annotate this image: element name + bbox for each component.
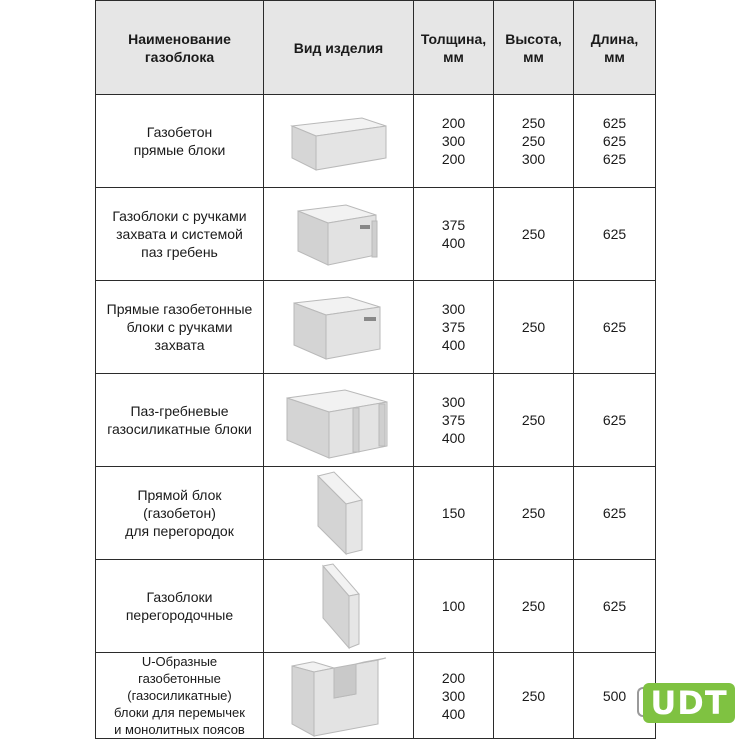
table-row — [96, 281, 656, 374]
row-thickness: 300 375 400 — [414, 281, 494, 374]
row-length: 625 — [574, 467, 656, 560]
table-row — [96, 653, 656, 739]
gas-block-spec-table — [95, 0, 656, 739]
header-view: Вид изделия — [264, 1, 414, 95]
table-row — [96, 374, 656, 467]
row-height: 250 — [494, 188, 574, 281]
header-row — [96, 1, 656, 95]
row-name: Газобетон прямые блоки — [96, 95, 264, 188]
row-thickness: 300 375 400 — [414, 374, 494, 467]
partition-block-image — [264, 467, 414, 560]
row-length: 625 625 625 — [574, 95, 656, 188]
header-height: Высота, мм — [494, 1, 574, 95]
row-thickness: 200 300 200 — [414, 95, 494, 188]
row-name: Паз-гребневые газосиликатные блоки — [96, 374, 264, 467]
tongue-groove-block-image — [264, 374, 414, 467]
row-length: 625 — [574, 374, 656, 467]
row-thickness: 100 — [414, 560, 494, 653]
table-row — [96, 560, 656, 653]
row-height: 250 — [494, 560, 574, 653]
thin-partition-block-image — [264, 560, 414, 653]
table-row — [96, 467, 656, 560]
row-length: 500 — [574, 653, 656, 739]
row-height: 250 — [494, 374, 574, 467]
u-block-image — [264, 653, 414, 739]
table-row — [96, 188, 656, 281]
udt-watermark — [637, 683, 737, 725]
header-thickness: Толщина, мм — [414, 1, 494, 95]
row-thickness: 200 300 400 — [414, 653, 494, 739]
row-name: U-Образные газобетонные (газосиликатные) блоки для перемычек и монолитных поясов — [96, 653, 264, 739]
row-height: 250 — [494, 281, 574, 374]
row-name: Прямой блок (газобетон) для перегородок — [96, 467, 264, 560]
row-name: Прямые газобетонные блоки с ручками захвата — [96, 281, 264, 374]
row-length: 625 — [574, 560, 656, 653]
handle-block-image — [264, 281, 414, 374]
row-thickness: 150 — [414, 467, 494, 560]
row-height: 250 250 300 — [494, 95, 574, 188]
row-name: Газоблоки с ручками захвата и системой паз гребень — [96, 188, 264, 281]
header-length: Длина, мм — [574, 1, 656, 95]
straight-block-image — [264, 95, 414, 188]
row-length: 625 — [574, 188, 656, 281]
table-row — [96, 95, 656, 188]
row-length: 625 — [574, 281, 656, 374]
handle-tongue-groove-block-image — [264, 188, 414, 281]
row-height: 250 — [494, 653, 574, 739]
header-name: Наименование газоблока — [96, 1, 264, 95]
row-thickness: 375 400 — [414, 188, 494, 281]
watermark-text: UDT — [650, 684, 728, 722]
row-name: Газоблоки перегородочные — [96, 560, 264, 653]
row-height: 250 — [494, 467, 574, 560]
